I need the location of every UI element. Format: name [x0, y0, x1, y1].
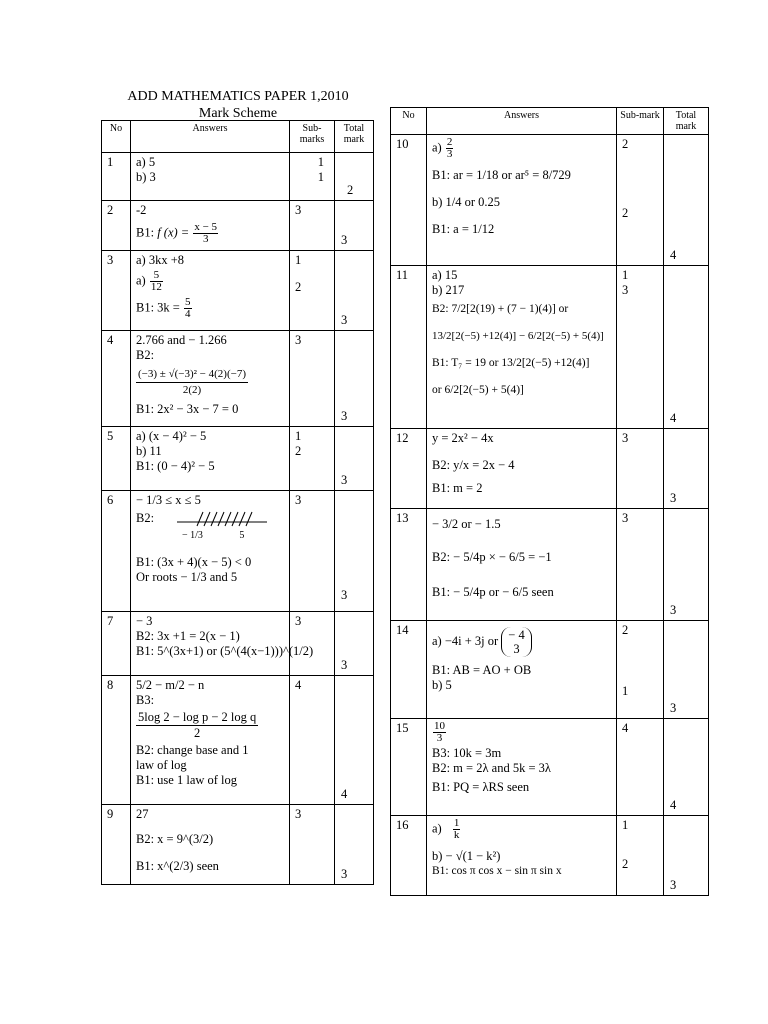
question-number: 6 [102, 491, 131, 612]
fraction [136, 710, 258, 741]
total-cell [664, 429, 709, 509]
answer-line [432, 627, 611, 657]
fraction-num: 1 [453, 817, 460, 829]
total-mark: 3 [341, 588, 348, 602]
fraction [453, 818, 461, 841]
question-number: 10 [391, 135, 427, 266]
total-mark: 2 [347, 183, 354, 197]
answer-line: 27 [136, 807, 149, 821]
answer-line [136, 270, 284, 293]
total-cell [335, 251, 374, 331]
total-cell [335, 491, 374, 612]
fraction-den: 4 [185, 308, 191, 320]
answer-line: B1: m = 2 [432, 481, 483, 495]
submark: 1 [317, 155, 324, 169]
mark-scheme-table-left [101, 120, 374, 885]
submark: 3 [622, 431, 629, 445]
question-number: 5 [102, 427, 131, 491]
answer-line: − 3 [136, 614, 153, 628]
answer-line: B3: [136, 693, 155, 707]
fraction-den: k [453, 829, 460, 841]
answer-line: B1: − 5/4p or − 6/5 seen [432, 585, 554, 599]
answer-line: B1: PQ = λRS seen [432, 780, 530, 794]
mark-label: a) −4i + 3j or [432, 633, 499, 648]
fraction-den: 3 [436, 732, 443, 744]
submark-cell [617, 719, 664, 816]
answer-line: 13/2[2(−5) +12(4)] − 6/2[2(−5) + 5(4)] [432, 330, 604, 342]
answer-cell [427, 135, 617, 266]
answer-line [136, 297, 284, 320]
submark-cell [290, 201, 335, 251]
answer-line [136, 710, 284, 741]
number-line-diagram [157, 510, 267, 528]
column-vector [501, 627, 531, 657]
total-cell [335, 331, 374, 427]
fraction-den: 3 [202, 233, 209, 245]
answer-line: b) 11 [136, 444, 162, 458]
vector-entry: − 4 [508, 628, 525, 642]
submark-cell [290, 491, 335, 612]
vector-entry: 3 [513, 642, 520, 656]
answer-line: law of log [136, 758, 187, 772]
answer-line: B2: [136, 348, 155, 362]
question-number: 11 [391, 266, 427, 429]
answer-line: B2: change base and 1 [136, 743, 249, 757]
answer-cell [131, 491, 290, 612]
question-number: 2 [102, 201, 131, 251]
submark-cell [290, 612, 335, 676]
col-header-total: Total mark [664, 108, 709, 135]
question-number: 1 [102, 153, 131, 201]
mark-label: a) [432, 821, 442, 836]
page-subtitle: Mark Scheme [198, 106, 278, 121]
submark-cell [617, 621, 664, 719]
total-mark: 4 [670, 798, 677, 812]
total-mark: 3 [670, 878, 677, 892]
answer-line: B1: 5^(3x+1) or (5^(4(x−1)))^(1/2) [136, 644, 314, 658]
title-block [100, 88, 376, 122]
col-header-total: Total mark [335, 121, 374, 153]
question-number: 8 [102, 676, 131, 805]
answer-line: B3: 10k = 3m [432, 746, 502, 760]
answer-line [432, 818, 611, 841]
mark-label: B1: 3k = [136, 300, 180, 315]
total-mark: 4 [341, 787, 348, 801]
table-row [391, 266, 709, 429]
table-row [391, 621, 709, 719]
total-cell [664, 266, 709, 429]
answer-cell [427, 266, 617, 429]
submark: 3 [622, 511, 629, 525]
fraction-num: 2 [446, 136, 453, 148]
question-number: 9 [102, 805, 131, 885]
total-cell [335, 676, 374, 805]
question-number: 7 [102, 612, 131, 676]
number-line-labels [136, 528, 284, 543]
question-number: 4 [102, 331, 131, 427]
total-cell [664, 509, 709, 621]
table-row [102, 491, 374, 612]
col-header-submark: Sub-mark [617, 108, 664, 135]
fraction [184, 297, 192, 320]
total-mark: 3 [341, 658, 348, 672]
mark-label: a) [432, 140, 442, 155]
table-row [102, 251, 374, 331]
total-mark: 3 [341, 409, 348, 423]
submark: 3 [295, 203, 302, 217]
table-row [102, 331, 374, 427]
col-header-no: No [102, 121, 131, 153]
answer-line: B1: ar = 1/18 or ar⁵ = 8/729 [432, 168, 571, 182]
total-cell [335, 427, 374, 491]
answer-line: B1: T₇ = 19 or 13/2[2(−5) +12(4)] [432, 357, 590, 369]
number-line-label: 5 [239, 530, 245, 541]
total-mark: 3 [341, 313, 348, 327]
submark: 1 [622, 818, 629, 832]
fraction-num: 5 [150, 270, 163, 282]
table-row [391, 816, 709, 896]
total-cell [335, 153, 374, 201]
number-line-label: − 1/3 [182, 530, 203, 541]
submark: 2 [622, 137, 629, 151]
submark: 2 [622, 623, 629, 637]
submark: 3 [295, 493, 302, 507]
answer-line: b) 3 [136, 170, 156, 184]
submark-cell [290, 153, 335, 201]
question-number: 14 [391, 621, 427, 719]
mark-scheme-table-right [390, 107, 709, 896]
total-cell [335, 201, 374, 251]
answer-line: B1: x^(2/3) seen [136, 859, 219, 873]
answer-cell [427, 816, 617, 896]
submark: 3 [295, 614, 302, 628]
answer-line: B2: 3x +1 = 2(x − 1) [136, 629, 240, 643]
answer-line [136, 222, 284, 245]
answer-line: 5/2 − m/2 − n [136, 678, 205, 692]
page-title: ADD MATHEMATICS PAPER 1,2010 [127, 89, 349, 104]
submark-cell [617, 816, 664, 896]
answer-line: 2.766 and − 1.266 [136, 333, 227, 347]
total-mark: 4 [670, 411, 677, 425]
answer-line: B1: (3x + 4)(x − 5) < 0 [136, 555, 252, 569]
total-mark: 3 [341, 233, 348, 247]
total-mark: 4 [670, 248, 677, 262]
fraction-den: 12 [150, 281, 162, 293]
col-header-answers: Answers [131, 121, 290, 153]
answer-line: b) 1/4 or 0.25 [432, 195, 501, 209]
fraction-num: 5log 2 − log p − 2 log q [138, 710, 257, 724]
col-header-answers: Answers [427, 108, 617, 135]
answer-line: B2: 7/2[2(19) + (7 − 1)(4)] or [432, 303, 569, 315]
answer-line: − 1/3 ≤ x ≤ 5 [136, 493, 201, 507]
submark-cell [617, 509, 664, 621]
submark-cell [290, 805, 335, 885]
answer-line [136, 510, 284, 528]
answer-cell [427, 429, 617, 509]
table-row [102, 201, 374, 251]
answer-cell [131, 251, 290, 331]
submark-cell [617, 135, 664, 266]
submark: 2 [295, 444, 302, 458]
fraction [446, 137, 454, 160]
answer-line: B1: (0 − 4)² − 5 [136, 459, 215, 473]
question-number: 15 [391, 719, 427, 816]
answer-line: B1: AB = AO + OB [432, 663, 532, 677]
answer-line: b) 217 [432, 283, 465, 297]
fraction [150, 270, 163, 293]
answer-line: b) − √(1 − k²) [432, 849, 501, 863]
total-cell [664, 621, 709, 719]
answer-line [136, 367, 284, 398]
submark: 1 [295, 429, 302, 443]
answer-line [432, 137, 611, 160]
answer-line: B1: use 1 law of log [136, 773, 238, 787]
fraction-num: (−3) ± √(−3)² − 4(2)(−7) [136, 367, 248, 383]
fraction-den: 3 [446, 148, 453, 160]
fraction-num: 10 [434, 720, 445, 732]
total-cell [664, 719, 709, 816]
answer-line: B2: x = 9^(3/2) [136, 832, 214, 846]
answer-line [432, 721, 611, 744]
col-header-submarks: Sub-marks [290, 121, 335, 153]
table-row [102, 153, 374, 201]
answer-cell [131, 805, 290, 885]
submark: 2 [622, 857, 629, 871]
fraction [433, 721, 446, 744]
submark: 3 [295, 807, 302, 821]
mark-label: B2: [136, 510, 155, 525]
answer-cell [131, 612, 314, 676]
answer-line: B2: y/x = 2x − 4 [432, 458, 515, 472]
question-number: 3 [102, 251, 131, 331]
answer-cell [131, 427, 290, 491]
total-cell [664, 816, 709, 896]
table-row [102, 612, 374, 676]
table-row [102, 805, 374, 885]
submark: 1 [317, 170, 324, 184]
fraction-num: 5 [185, 296, 191, 308]
fraction-den: 2(2) [182, 384, 202, 396]
submark: 1 [622, 684, 629, 698]
answer-line: a) (x − 4)² − 5 [136, 429, 207, 443]
answer-cell [131, 331, 290, 427]
answer-line: B1: 2x² − 3x − 7 = 0 [136, 402, 239, 416]
answer-line: y = 2x² − 4x [432, 431, 494, 445]
answer-line: B1: cos π cos x − sin π sin x [432, 865, 562, 877]
total-cell [664, 135, 709, 266]
answer-cell [131, 201, 290, 251]
submark-cell [290, 676, 335, 805]
submark: 4 [622, 721, 629, 735]
answer-line: B1: a = 1/12 [432, 222, 495, 236]
submark-cell [290, 427, 335, 491]
answer-line: b) 5 [432, 678, 452, 692]
submark: 2 [622, 206, 629, 220]
question-number: 16 [391, 816, 427, 896]
fraction [193, 222, 218, 245]
table-row [391, 429, 709, 509]
submark: 1 [622, 268, 629, 282]
table-row [102, 427, 374, 491]
total-mark: 3 [341, 867, 348, 881]
submark-cell [617, 266, 664, 429]
submark: 3 [295, 333, 302, 347]
submark-cell [290, 331, 335, 427]
answer-line: a) 3kx +8 [136, 253, 185, 267]
table-row [391, 509, 709, 621]
submark: 4 [295, 678, 302, 692]
fraction-den: 2 [194, 726, 201, 740]
total-mark: 3 [670, 603, 677, 617]
answer-line: or 6/2[2(−5) + 5(4)] [432, 384, 524, 396]
answer-cell [427, 719, 617, 816]
answer-cell [427, 509, 617, 621]
submark: 1 [295, 253, 302, 267]
answer-line: B2: − 5/4p × − 6/5 = −1 [432, 550, 552, 564]
answer-cell [427, 621, 617, 719]
math-expr: f (x) = [157, 225, 190, 240]
total-cell [335, 805, 374, 885]
submark: 3 [622, 283, 629, 297]
mark-label: B1: [136, 225, 155, 240]
submark-cell [617, 429, 664, 509]
table-row [102, 676, 374, 805]
mark-label: a) [136, 273, 146, 288]
answer-line: a) 5 [136, 155, 156, 169]
total-cell [335, 612, 374, 676]
submark-cell [290, 251, 335, 331]
question-number: 13 [391, 509, 427, 621]
answer-line: − 3/2 or − 1.5 [432, 517, 501, 531]
table-row [391, 135, 709, 266]
answer-line: Or roots − 1/3 and 5 [136, 570, 238, 584]
answer-cell [131, 153, 290, 201]
answer-line: B2: m = 2λ and 5k = 3λ [432, 761, 551, 775]
fraction [136, 367, 248, 398]
table-header-row [391, 108, 709, 135]
total-mark: 3 [341, 473, 348, 487]
question-number: 12 [391, 429, 427, 509]
col-header-no: No [391, 108, 427, 135]
submark: 2 [295, 280, 302, 294]
fraction-num: x − 5 [194, 221, 218, 233]
total-mark: 3 [670, 701, 677, 715]
answer-line: a) 15 [432, 268, 458, 282]
table-row [391, 719, 709, 816]
table-header-row [102, 121, 374, 153]
answer-cell [131, 676, 290, 805]
total-mark: 3 [670, 491, 677, 505]
answer-line: -2 [136, 203, 147, 217]
